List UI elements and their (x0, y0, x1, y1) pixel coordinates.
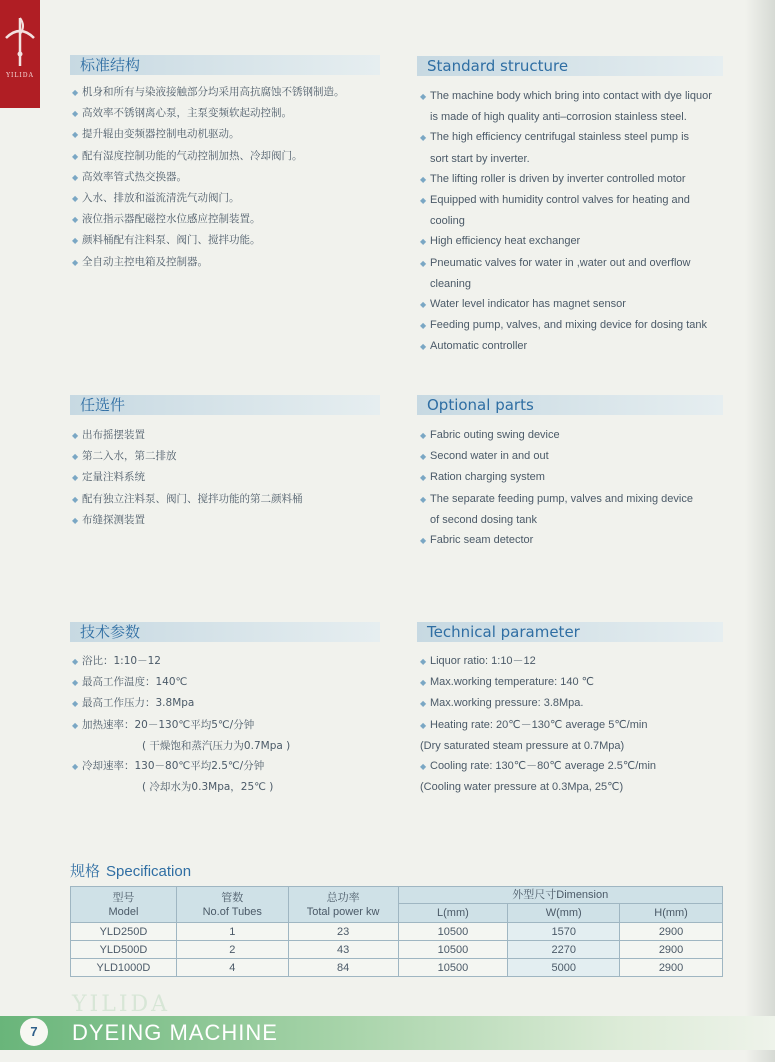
diamond-bullet-icon: ◆ (72, 257, 79, 267)
diamond-bullet-icon: ◆ (72, 88, 79, 97)
diamond-bullet-icon: ◆ (72, 452, 79, 462)
list-item: ◆ 配有独立注料泵、阀门、搅拌功能的第二颜料桶 (72, 489, 402, 510)
diamond-bullet-icon: ◆ (72, 236, 79, 246)
list-item: ◆ 颜料桶配有注料泵、阀门、搅拌功能。 (72, 230, 402, 251)
diamond-bullet-icon: ◆ (420, 494, 427, 504)
cell-power: 23 (288, 923, 398, 941)
structure-cn-list (72, 82, 402, 273)
list-item-continuation: ( 冷却水为0.3Mpa，25℃ ) (142, 781, 274, 794)
optional-cn-list (72, 425, 402, 531)
cell-height: 2900 (620, 923, 723, 941)
diamond-bullet-icon: ◆ (420, 133, 427, 143)
list-item: ◆ 液位指示器配磁控水位感应控制装置。 (72, 209, 402, 230)
list-item: ◆ The lifting roller is driven by inverter controlled motor (420, 169, 730, 190)
list-item-continuation: sort start by inverter. (430, 152, 530, 165)
list-item: ◆ 第二入水，第二排放 (72, 446, 402, 467)
list-item: ◆ Water level indicator has magnet sensor (420, 294, 730, 315)
diamond-bullet-icon: ◆ (420, 720, 427, 730)
list-item: ◆ 加热速率：20－130℃平均5℃/分钟 (72, 715, 402, 736)
optional-en-list (420, 425, 730, 551)
diamond-bullet-icon: ◆ (420, 452, 427, 462)
header-model: 型号 Model (71, 887, 177, 923)
brand-logo-tab (0, 0, 40, 108)
list-item-continuation: cooling (430, 215, 465, 228)
list-item: ◆ 最高工作温度：140℃ (72, 672, 402, 693)
list-item-continuation: ( 干燥饱和蒸汽压力为0.7Mpa ) (142, 739, 291, 752)
logo-text: YILIDA (6, 72, 34, 79)
cell-width: 2270 (508, 941, 620, 959)
list-item: ◆ Heating rate: 20℃－130℃ average 5℃/min (420, 715, 730, 736)
technical-en-list (420, 651, 730, 797)
list-item: ◆ 高效率不锈钢离心泵，主泵变频软起动控制。 (72, 103, 402, 124)
cell-power: 43 (288, 941, 398, 959)
diamond-bullet-icon: ◆ (420, 196, 427, 206)
diamond-bullet-icon: ◆ (420, 657, 427, 666)
list-item: ◆ Equipped with humidity control valves for heating and (420, 190, 730, 211)
section-title-optional-cn: 任选件 (80, 396, 126, 414)
list-item: ◆ Liquor ratio: 1:10－12 (420, 651, 730, 672)
list-item: ◆ 布缝探测装置 (72, 510, 402, 531)
diamond-bullet-icon: ◆ (72, 130, 79, 140)
list-item: ◆ Feeding pump, valves, and mixing device for dosing tank (420, 315, 730, 336)
cell-width: 5000 (508, 959, 620, 977)
diamond-bullet-icon: ◆ (72, 762, 79, 772)
list-item: ◆ Cooling rate: 130℃－80℃ average 2.5℃/min (420, 756, 730, 777)
header-height: H(mm) (620, 904, 723, 923)
cell-tubes: 1 (176, 923, 288, 941)
table-row (71, 923, 723, 941)
cell-tubes: 2 (176, 941, 288, 959)
structure-en-list (420, 86, 730, 358)
list-item: ◆ High efficiency heat exchanger (420, 231, 730, 252)
spec-title-en: Specification (106, 863, 192, 880)
diamond-bullet-icon: ◆ (72, 431, 79, 440)
list-item: ◆ The separate feeding pump, valves and mixing device (420, 489, 730, 510)
section-title-structure-cn: 标准结构 (80, 56, 141, 74)
cell-model: YLD1000D (71, 959, 177, 977)
diamond-bullet-icon: ◆ (72, 109, 79, 119)
header-dimension: 外型尺寸Dimension (398, 887, 723, 904)
list-item: ◆ 冷却速率：130－80℃平均2.5℃/分钟 (72, 756, 402, 777)
list-item: ◆ 出布摇摆装置 (72, 425, 402, 446)
diamond-bullet-icon: ◆ (420, 300, 427, 310)
spec-title (70, 860, 191, 881)
diamond-bullet-icon: ◆ (72, 172, 79, 182)
section-title-structure-en: Standard structure (427, 57, 569, 75)
diamond-bullet-icon: ◆ (72, 699, 79, 709)
list-item: ◆ Max.working pressure: 3.8Mpa. (420, 693, 730, 714)
header-tubes: 管数 No.of Tubes (176, 887, 288, 923)
diamond-bullet-icon: ◆ (420, 699, 427, 709)
header-power: 总功率 Total power kw (288, 887, 398, 923)
table-row (71, 959, 723, 977)
footer-title: DYEING MACHINE (72, 1020, 278, 1045)
diamond-bullet-icon: ◆ (420, 473, 427, 483)
header-width: W(mm) (508, 904, 620, 923)
diamond-bullet-icon: ◆ (420, 321, 427, 331)
list-item: ◆ 配有湿度控制功能的气动控制加热、冷却阀门。 (72, 146, 402, 167)
diamond-bullet-icon: ◆ (72, 194, 79, 204)
cell-model: YLD500D (71, 941, 177, 959)
diamond-bullet-icon: ◆ (420, 431, 427, 440)
section-title-optional-en: Optional parts (427, 396, 534, 414)
list-item: ◆ 提升辊由变频器控制电动机驱动。 (72, 124, 402, 145)
diamond-bullet-icon: ◆ (420, 174, 427, 184)
list-item: ◆ 浴比：1:10－12 (72, 651, 402, 672)
technical-cn-list (72, 651, 402, 797)
header-length: L(mm) (398, 904, 508, 923)
list-item-continuation: (Dry saturated steam pressure at 0.7Mpa) (420, 739, 625, 752)
cell-length: 10500 (398, 923, 508, 941)
diamond-bullet-icon: ◆ (420, 536, 427, 546)
cell-height: 2900 (620, 959, 723, 977)
diamond-bullet-icon: ◆ (420, 237, 427, 247)
diamond-bullet-icon: ◆ (420, 342, 427, 352)
list-item: ◆ Second water in and out (420, 446, 730, 467)
list-item: ◆ 高效率管式热交换器。 (72, 167, 402, 188)
cell-model: YLD250D (71, 923, 177, 941)
section-title-technical-en: Technical parameter (427, 623, 580, 641)
diamond-bullet-icon: ◆ (72, 720, 79, 730)
list-item: ◆ 全自动主控电箱及控制器。 (72, 252, 402, 273)
list-item: ◆ Pneumatic valves for water in ,water out and overflow (420, 253, 730, 274)
page-edge-shade (745, 0, 775, 1062)
diamond-bullet-icon: ◆ (72, 494, 79, 504)
list-item-continuation: cleaning (430, 277, 471, 290)
diamond-bullet-icon: ◆ (420, 762, 427, 772)
cell-length: 10500 (398, 941, 508, 959)
list-item: ◆ 定量注料系统 (72, 467, 402, 488)
list-item-continuation: is made of high quality anti–corrosion stainless steel. (430, 111, 687, 124)
diamond-bullet-icon: ◆ (420, 678, 427, 688)
list-item: ◆ 最高工作压力：3.8Mpa (72, 693, 402, 714)
cell-height: 2900 (620, 941, 723, 959)
list-item: ◆ The high efficiency centrifugal stainless steel pump is (420, 127, 730, 148)
diamond-bullet-icon: ◆ (72, 215, 79, 225)
section-title-technical-cn: 技术参数 (80, 623, 141, 641)
diamond-bullet-icon: ◆ (72, 515, 79, 525)
list-item: ◆ Ration charging system (420, 467, 730, 488)
list-item: ◆ The machine body which bring into contact with dye liquor (420, 86, 730, 107)
logo-icon (4, 14, 36, 68)
diamond-bullet-icon: ◆ (420, 258, 427, 268)
footer-brand: YILIDA (72, 992, 171, 1017)
diamond-bullet-icon: ◆ (420, 92, 427, 101)
spec-title-cn: 规格 (70, 862, 101, 880)
cell-width: 1570 (508, 923, 620, 941)
diamond-bullet-icon: ◆ (72, 657, 79, 666)
table-row (71, 941, 723, 959)
page-number: 7 (20, 1018, 48, 1046)
list-item: ◆ Automatic controller (420, 336, 730, 357)
spec-table (70, 886, 723, 977)
diamond-bullet-icon: ◆ (72, 151, 79, 161)
list-item-continuation: of second dosing tank (430, 513, 538, 526)
list-item: ◆ 机身和所有与染液接触部分均采用高抗腐蚀不锈钢制造。 (72, 82, 402, 103)
list-item: ◆ 入水、排放和溢流清洗气动阀门。 (72, 188, 402, 209)
diamond-bullet-icon: ◆ (72, 678, 79, 688)
cell-tubes: 4 (176, 959, 288, 977)
list-item-continuation: (Cooling water pressure at 0.3Mpa, 25℃) (420, 781, 624, 794)
diamond-bullet-icon: ◆ (72, 473, 79, 483)
list-item: ◆ Fabric seam detector (420, 530, 730, 551)
list-item: ◆ Max.working temperature: 140 ℃ (420, 672, 730, 693)
cell-length: 10500 (398, 959, 508, 977)
cell-power: 84 (288, 959, 398, 977)
list-item: ◆ Fabric outing swing device (420, 425, 730, 446)
